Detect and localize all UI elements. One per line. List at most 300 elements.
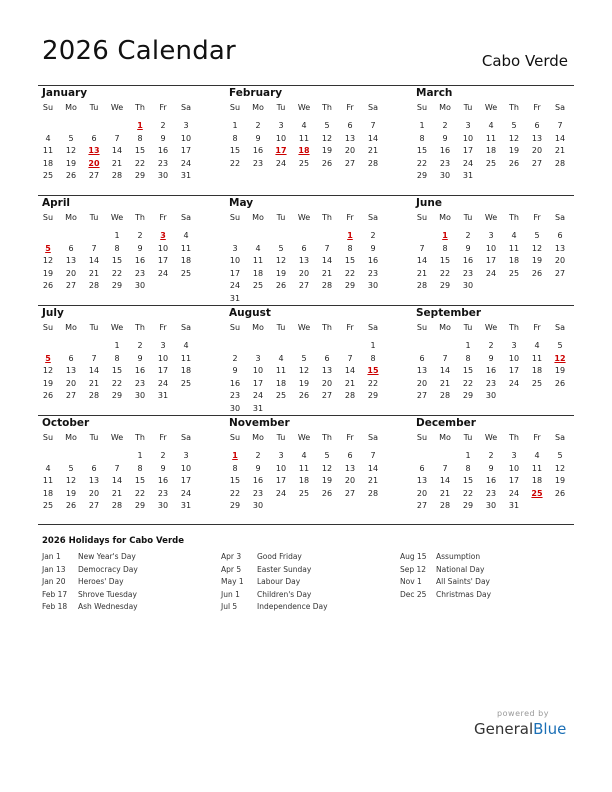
holiday-date: 5 xyxy=(45,243,51,253)
day-cell: 10 xyxy=(275,463,287,473)
day-cell: 15 xyxy=(111,256,123,266)
day-cell: 22 xyxy=(134,488,146,498)
holiday-date-label: May 1 xyxy=(221,577,244,586)
weekday-header: Mo xyxy=(65,213,77,222)
weekday-header: Fr xyxy=(159,103,167,112)
weekday-header: Sa xyxy=(368,433,378,442)
day-cell: 27 xyxy=(554,268,566,278)
weekday-header: Mo xyxy=(252,433,264,442)
day-cell: 18 xyxy=(252,268,264,278)
day-cell: 17 xyxy=(252,378,264,388)
day-cell: 31 xyxy=(180,501,192,511)
day-cell: 28 xyxy=(439,391,451,401)
day-cell: 24 xyxy=(462,158,474,168)
day-cell: 13 xyxy=(416,366,428,376)
day-cell: 2 xyxy=(370,231,376,240)
day-cell: 13 xyxy=(298,256,310,266)
brand-logo[interactable] xyxy=(474,720,566,738)
day-cell: 15 xyxy=(134,146,146,156)
weekday-header: Fr xyxy=(533,323,541,332)
holiday-date-label: Nov 1 xyxy=(400,577,422,586)
holiday-date-label: Feb 18 xyxy=(42,602,68,611)
day-cell: 9 xyxy=(442,133,448,143)
holiday-date-label: Jul 5 xyxy=(221,602,238,611)
day-cell: 11 xyxy=(298,133,310,143)
day-cell: 17 xyxy=(180,146,192,156)
weekday-header: Fr xyxy=(533,433,541,442)
day-cell: 23 xyxy=(485,488,497,498)
weekday-header: Th xyxy=(322,323,332,332)
weekday-header: Sa xyxy=(555,323,565,332)
day-cell: 12 xyxy=(42,256,54,266)
day-cell: 15 xyxy=(134,476,146,486)
day-cell: 30 xyxy=(367,281,379,291)
holiday-name: Labour Day xyxy=(257,577,301,586)
day-cell: 7 xyxy=(557,121,563,130)
day-cell: 23 xyxy=(485,378,497,388)
day-cell: 4 xyxy=(534,451,540,460)
day-cell: 7 xyxy=(91,243,97,253)
weekday-header: Tu xyxy=(276,323,286,332)
day-cell: 19 xyxy=(298,378,310,388)
day-cell: 28 xyxy=(344,391,356,401)
day-cell: 9 xyxy=(232,366,238,376)
day-cell: 12 xyxy=(298,366,310,376)
day-cell: 10 xyxy=(157,243,169,253)
day-cell: 29 xyxy=(134,171,146,181)
day-cell: 25 xyxy=(42,501,54,511)
day-cell: 27 xyxy=(344,488,356,498)
divider-line xyxy=(38,305,574,306)
day-cell: 5 xyxy=(324,451,330,460)
weekday-header: Th xyxy=(322,103,332,112)
day-cell: 19 xyxy=(508,146,520,156)
weekday-header: Fr xyxy=(533,213,541,222)
holiday-name: Heroes' Day xyxy=(78,577,124,586)
day-cell: 25 xyxy=(531,378,543,388)
holiday-date: 1 xyxy=(232,451,238,460)
day-cell: 28 xyxy=(367,488,379,498)
day-cell: 21 xyxy=(344,378,356,388)
day-cell: 8 xyxy=(137,133,143,143)
weekday-header: We xyxy=(110,103,124,112)
day-cell: 21 xyxy=(88,378,100,388)
weekday-header: Su xyxy=(416,103,428,112)
day-cell: 14 xyxy=(416,256,428,266)
day-cell: 3 xyxy=(511,451,517,460)
day-cell: 3 xyxy=(278,121,284,130)
day-cell: 10 xyxy=(180,133,192,143)
weekday-header: We xyxy=(484,433,498,442)
month-name: May xyxy=(229,197,254,209)
day-cell: 18 xyxy=(531,476,543,486)
day-cell: 30 xyxy=(462,281,474,291)
day-cell: 6 xyxy=(347,451,353,460)
weekday-header: Tu xyxy=(89,433,99,442)
day-cell: 16 xyxy=(485,476,497,486)
month-name: August xyxy=(229,307,271,319)
day-cell: 9 xyxy=(465,243,471,253)
day-cell: 6 xyxy=(91,463,97,473)
weekday-header: Sa xyxy=(368,323,378,332)
day-cell: 12 xyxy=(275,256,287,266)
holiday-date-label: Jan 13 xyxy=(42,564,66,574)
day-cell: 11 xyxy=(180,353,192,363)
day-cell: 22 xyxy=(229,158,241,168)
holiday-date: 3 xyxy=(160,231,166,240)
day-cell: 20 xyxy=(298,268,310,278)
holiday-date: 20 xyxy=(88,158,100,168)
day-cell: 6 xyxy=(68,353,74,363)
day-cell: 16 xyxy=(157,146,169,156)
weekday-header: Mo xyxy=(65,433,77,442)
weekday-header: Mo xyxy=(439,103,451,112)
day-cell: 10 xyxy=(180,463,192,473)
weekday-header: Sa xyxy=(181,213,191,222)
day-cell: 12 xyxy=(321,133,333,143)
day-cell: 2 xyxy=(255,451,261,460)
day-cell: 8 xyxy=(419,133,425,143)
day-cell: 17 xyxy=(508,366,520,376)
day-cell: 4 xyxy=(278,353,284,363)
holiday-name: Christmas Day xyxy=(436,589,492,599)
day-cell: 22 xyxy=(344,268,356,278)
day-cell: 31 xyxy=(180,171,192,181)
day-cell: 17 xyxy=(485,256,497,266)
day-cell: 30 xyxy=(485,501,497,511)
day-cell: 20 xyxy=(321,378,333,388)
weekday-header: Mo xyxy=(252,323,264,332)
day-cell: 6 xyxy=(557,231,563,240)
day-cell: 14 xyxy=(367,133,379,143)
day-cell: 16 xyxy=(229,378,241,388)
weekday-header: Su xyxy=(42,103,54,112)
day-cell: 19 xyxy=(275,268,287,278)
day-cell: 17 xyxy=(508,476,520,486)
brand-logo-blue: Blue xyxy=(533,720,567,738)
day-cell: 8 xyxy=(465,463,471,473)
day-cell: 28 xyxy=(439,501,451,511)
day-cell: 30 xyxy=(134,281,146,291)
day-cell: 9 xyxy=(160,463,166,473)
month-name: February xyxy=(229,87,283,99)
day-cell: 13 xyxy=(416,476,428,486)
day-cell: 8 xyxy=(232,463,238,473)
day-cell: 2 xyxy=(160,451,166,460)
day-cell: 7 xyxy=(442,463,448,473)
day-cell: 6 xyxy=(347,121,353,130)
weekday-header: Mo xyxy=(65,323,77,332)
day-cell: 14 xyxy=(439,366,451,376)
day-cell: 14 xyxy=(111,146,123,156)
day-cell: 23 xyxy=(439,158,451,168)
day-cell: 10 xyxy=(508,353,520,363)
day-cell: 4 xyxy=(183,231,189,240)
day-cell: 9 xyxy=(137,353,143,363)
day-cell: 16 xyxy=(485,366,497,376)
weekday-header: Sa xyxy=(181,103,191,112)
day-cell: 6 xyxy=(419,463,425,473)
weekday-header: Th xyxy=(509,213,519,222)
day-cell: 7 xyxy=(370,451,376,460)
day-cell: 14 xyxy=(344,366,356,376)
day-cell: 28 xyxy=(88,391,100,401)
day-cell: 7 xyxy=(91,353,97,363)
weekday-header: Tu xyxy=(276,103,286,112)
day-cell: 19 xyxy=(321,476,333,486)
day-cell: 25 xyxy=(42,171,54,181)
day-cell: 9 xyxy=(488,463,494,473)
day-cell: 24 xyxy=(508,378,520,388)
day-cell: 14 xyxy=(439,476,451,486)
day-cell: 20 xyxy=(416,378,428,388)
day-cell: 20 xyxy=(88,488,100,498)
day-cell: 5 xyxy=(68,463,74,473)
day-cell: 3 xyxy=(465,121,471,130)
day-cell: 22 xyxy=(416,158,428,168)
day-cell: 14 xyxy=(367,463,379,473)
weekday-header: Tu xyxy=(276,433,286,442)
day-cell: 3 xyxy=(255,353,261,363)
holiday-date-label: Apr 3 xyxy=(221,552,242,561)
holiday-date-label: Jan 1 xyxy=(42,552,61,561)
day-cell: 30 xyxy=(252,501,264,511)
day-cell: 14 xyxy=(88,256,100,266)
holiday-name: Easter Sunday xyxy=(257,564,312,574)
month-name: June xyxy=(416,197,442,209)
weekday-header: Fr xyxy=(346,213,354,222)
day-cell: 11 xyxy=(252,256,264,266)
day-cell: 11 xyxy=(275,366,287,376)
day-cell: 1 xyxy=(465,451,471,460)
day-cell: 7 xyxy=(114,133,120,143)
day-cell: 28 xyxy=(554,158,566,168)
day-cell: 26 xyxy=(42,281,54,291)
weekday-header: Mo xyxy=(65,103,77,112)
day-cell: 26 xyxy=(65,171,77,181)
day-cell: 5 xyxy=(557,341,563,350)
day-cell: 30 xyxy=(439,171,451,181)
holiday-name: Children's Day xyxy=(257,589,312,599)
day-cell: 10 xyxy=(462,133,474,143)
day-cell: 15 xyxy=(462,476,474,486)
month-name: July xyxy=(42,307,64,319)
day-cell: 22 xyxy=(229,488,241,498)
day-cell: 5 xyxy=(534,231,540,240)
day-cell: 8 xyxy=(137,463,143,473)
day-cell: 13 xyxy=(321,366,333,376)
day-cell: 2 xyxy=(137,341,143,350)
day-cell: 2 xyxy=(137,231,143,240)
day-cell: 22 xyxy=(439,268,451,278)
weekday-header: Su xyxy=(416,213,428,222)
weekday-header: Su xyxy=(42,433,54,442)
day-cell: 8 xyxy=(232,133,238,143)
holiday-date: 25 xyxy=(531,488,543,498)
holiday-date-label: Feb 17 xyxy=(42,589,68,599)
holiday-date-label: Jun 1 xyxy=(221,589,240,599)
day-cell: 23 xyxy=(252,158,264,168)
weekday-header: Th xyxy=(135,433,145,442)
day-cell: 14 xyxy=(88,366,100,376)
day-cell: 27 xyxy=(321,391,333,401)
day-cell: 10 xyxy=(275,133,287,143)
weekday-header: We xyxy=(297,433,311,442)
day-cell: 11 xyxy=(42,476,54,486)
day-cell: 7 xyxy=(347,353,353,363)
day-cell: 21 xyxy=(111,158,123,168)
day-cell: 21 xyxy=(367,476,379,486)
day-cell: 16 xyxy=(252,476,264,486)
day-cell: 22 xyxy=(367,378,379,388)
day-cell: 28 xyxy=(111,171,123,181)
day-cell: 11 xyxy=(298,463,310,473)
day-cell: 3 xyxy=(278,451,284,460)
holiday-date: 1 xyxy=(442,231,448,240)
day-cell: 1 xyxy=(419,121,425,130)
weekday-header: Fr xyxy=(346,433,354,442)
day-cell: 4 xyxy=(301,121,307,130)
holiday-name: Shrove Tuesday xyxy=(78,589,137,599)
day-cell: 2 xyxy=(255,121,261,130)
day-cell: 27 xyxy=(298,281,310,291)
weekday-header: Th xyxy=(322,213,332,222)
holiday-name: New Year's Day xyxy=(78,552,136,561)
day-cell: 8 xyxy=(114,243,120,253)
weekday-header: Mo xyxy=(439,433,451,442)
weekday-header: Sa xyxy=(555,213,565,222)
day-cell: 31 xyxy=(508,501,520,511)
day-cell: 10 xyxy=(229,256,241,266)
day-cell: 18 xyxy=(485,146,497,156)
day-cell: 18 xyxy=(508,256,520,266)
day-cell: 9 xyxy=(160,133,166,143)
brand-logo-general: General xyxy=(474,720,534,738)
day-cell: 13 xyxy=(65,366,77,376)
day-cell: 20 xyxy=(344,476,356,486)
country-name: Cabo Verde xyxy=(481,52,568,70)
weekday-header: We xyxy=(110,213,124,222)
day-cell: 24 xyxy=(485,268,497,278)
day-cell: 4 xyxy=(534,341,540,350)
day-cell: 16 xyxy=(157,476,169,486)
weekday-header: We xyxy=(484,323,498,332)
holiday-date: 12 xyxy=(554,353,566,363)
day-cell: 12 xyxy=(65,146,77,156)
weekday-header: Su xyxy=(229,213,241,222)
day-cell: 2 xyxy=(488,451,494,460)
day-cell: 14 xyxy=(554,133,566,143)
day-cell: 7 xyxy=(114,463,120,473)
weekday-header: Fr xyxy=(533,103,541,112)
day-cell: 4 xyxy=(45,463,51,473)
day-cell: 30 xyxy=(157,501,169,511)
month-name: April xyxy=(42,197,71,209)
day-cell: 28 xyxy=(321,281,333,291)
day-cell: 29 xyxy=(439,281,451,291)
day-cell: 23 xyxy=(229,391,241,401)
weekday-header: Su xyxy=(229,103,241,112)
day-cell: 4 xyxy=(301,451,307,460)
day-cell: 8 xyxy=(465,353,471,363)
month-name: November xyxy=(229,417,290,429)
weekday-header: Fr xyxy=(159,433,167,442)
day-cell: 15 xyxy=(439,256,451,266)
day-cell: 25 xyxy=(485,158,497,168)
day-cell: 24 xyxy=(180,488,192,498)
holiday-date: 13 xyxy=(88,146,100,156)
day-cell: 5 xyxy=(278,243,284,253)
day-cell: 30 xyxy=(157,171,169,181)
day-cell: 19 xyxy=(42,378,54,388)
day-cell: 10 xyxy=(508,463,520,473)
day-cell: 26 xyxy=(321,158,333,168)
day-cell: 8 xyxy=(347,243,353,253)
day-cell: 9 xyxy=(370,243,376,253)
day-cell: 20 xyxy=(416,488,428,498)
day-cell: 31 xyxy=(252,404,264,413)
day-cell: 11 xyxy=(531,353,543,363)
holidays-title: 2026 Holidays for Cabo Verde xyxy=(42,536,184,546)
day-cell: 9 xyxy=(137,243,143,253)
day-cell: 28 xyxy=(111,501,123,511)
day-cell: 19 xyxy=(65,488,77,498)
holiday-date: 1 xyxy=(137,121,143,130)
day-cell: 18 xyxy=(180,366,192,376)
weekday-header: Th xyxy=(322,433,332,442)
holiday-name: Good Friday xyxy=(257,552,302,561)
day-cell: 18 xyxy=(42,488,54,498)
day-cell: 29 xyxy=(111,281,123,291)
weekday-header: Tu xyxy=(463,433,473,442)
holiday-date-label: Aug 15 xyxy=(400,552,427,561)
holiday-name: Democracy Day xyxy=(78,564,138,574)
weekday-header: Su xyxy=(416,323,428,332)
day-cell: 20 xyxy=(554,256,566,266)
day-cell: 21 xyxy=(439,378,451,388)
day-cell: 20 xyxy=(65,268,77,278)
weekday-header: Sa xyxy=(181,433,191,442)
day-cell: 7 xyxy=(442,353,448,363)
month-name: December xyxy=(416,417,476,429)
weekday-header: Mo xyxy=(439,213,451,222)
month-name: January xyxy=(42,87,88,99)
day-cell: 21 xyxy=(439,488,451,498)
day-cell: 18 xyxy=(180,256,192,266)
weekday-header: Th xyxy=(509,433,519,442)
day-cell: 3 xyxy=(488,231,494,240)
day-cell: 23 xyxy=(157,158,169,168)
day-cell: 18 xyxy=(531,366,543,376)
day-cell: 15 xyxy=(416,146,428,156)
weekday-header: Th xyxy=(509,103,519,112)
weekday-header: We xyxy=(297,103,311,112)
day-cell: 2 xyxy=(488,341,494,350)
weekday-header: Sa xyxy=(368,103,378,112)
day-cell: 12 xyxy=(531,243,543,253)
day-cell: 25 xyxy=(180,378,192,388)
holiday-date: 5 xyxy=(45,353,51,363)
day-cell: 26 xyxy=(554,378,566,388)
day-cell: 24 xyxy=(157,378,169,388)
weekday-header: Su xyxy=(42,213,54,222)
day-cell: 27 xyxy=(416,391,428,401)
day-cell: 17 xyxy=(462,146,474,156)
holiday-date-label: Jan 20 xyxy=(42,577,66,586)
day-cell: 18 xyxy=(298,476,310,486)
holiday-date: 17 xyxy=(275,146,287,156)
weekday-header: Tu xyxy=(463,213,473,222)
